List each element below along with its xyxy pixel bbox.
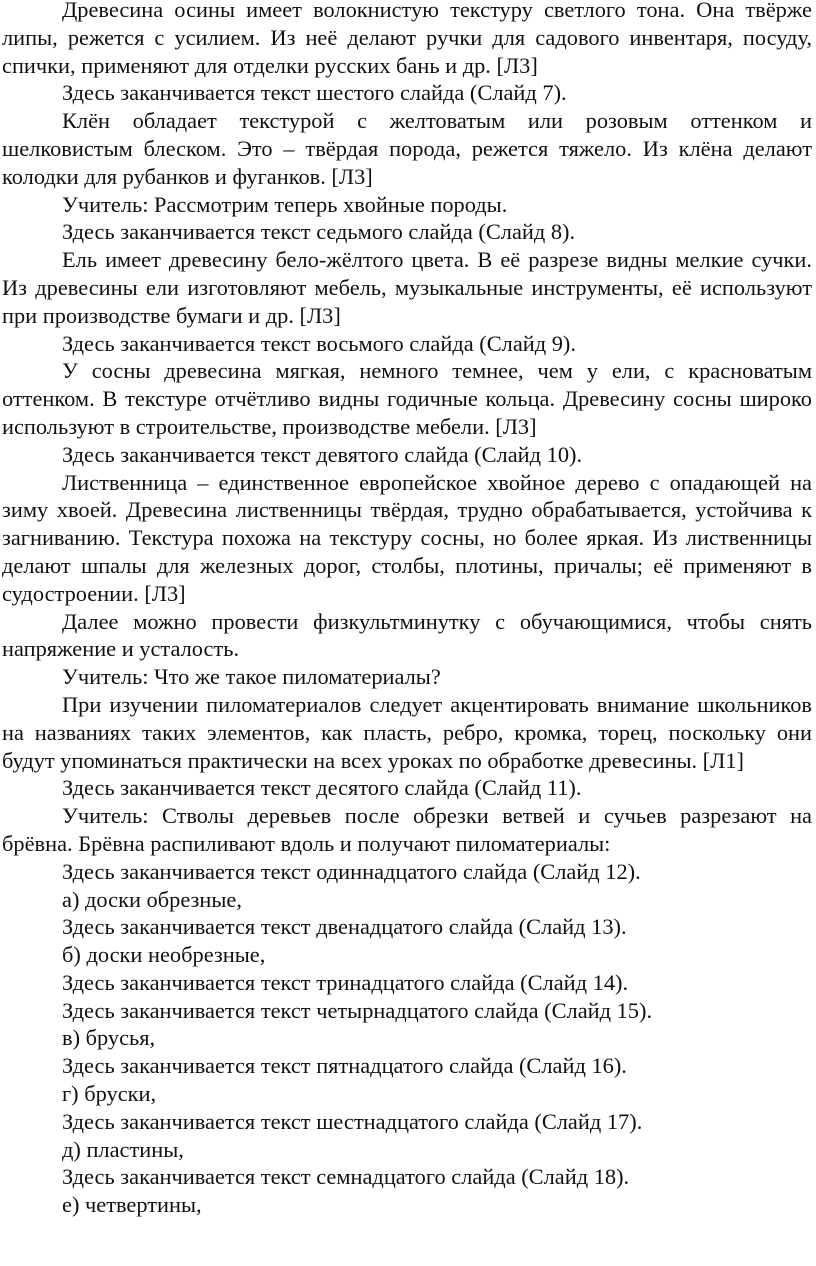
paragraph-slide-10-end: Здесь заканчивается текст девятого слайда (Слайд 10). — [62, 441, 583, 467]
list-item-quarters: е) четвертины, — [62, 1192, 202, 1218]
paragraph-larch: Лиственница – единственное европейское хвойное дерево с опадающей на зиму хвоей. Древесина лиственницы твёрдая, трудно обрабатывается, устойчива к загниванию. Текстура похожа на текстуру сосны, но более яркая. Из лиственницы делают шпалы для железных дорог, столбы, плотины, причалы; её применяют в судостроении. [Л3] — [2, 469, 812, 606]
paragraph-slide-14-end: Здесь заканчивается текст тринадцатого слайда (Слайд 14). — [62, 969, 629, 995]
list-item-plates: д) пластины, — [62, 1136, 184, 1162]
paragraph-exercise-break: Далее можно провести физкультминутку с обучающимися, чтобы снять напряжение и усталость. — [2, 608, 812, 662]
paragraph-aspen: Древесина осины имеет волокнистую текстуру светлого тона. Она твёрже липы, режется с усилием. Из неё делают ручки для садового инвентаря, посуду, спички, применяют для отделки русских бань и др. [Л3] — [2, 0, 812, 78]
paragraph-slide-8-end: Здесь заканчивается текст седьмого слайда (Слайд 8). — [62, 219, 576, 245]
paragraph-slide-7-end: Здесь заканчивается текст шестого слайда (Слайд 7). — [62, 80, 567, 106]
paragraph-teacher-logs: Учитель: Стволы деревьев после обрезки ветвей и сучьев разрезают на брёвна. Брёвна распиливают вдоль и получают пиломатериалы: — [2, 803, 812, 856]
paragraph-slide-12-end: Здесь заканчивается текст одиннадцатого слайда (Слайд 12). — [62, 858, 641, 884]
paragraph-spruce: Ель имеет древесину бело-жёлтого цвета. В её разрезе видны мелкие сучки. Из древесины ели изготовляют мебель, музыкальные инструменты, её используют при производстве бумаги и др. [Л3] — [2, 247, 812, 328]
paragraph-slide-16-end: Здесь заканчивается текст пятнадцатого слайда (Слайд 16). — [62, 1053, 627, 1079]
paragraph-slide-13-end: Здесь заканчивается текст двенадцатого слайда (Слайд 13). — [62, 914, 627, 940]
paragraph-slide-9-end: Здесь заканчивается текст восьмого слайда (Слайд 9). — [62, 330, 576, 356]
paragraph-pine: У сосны древесина мягкая, немного темнее, чем у ели, с красноватым оттенком. В текстуре отчётливо видны годичные кольца. Древесину сосны широко используют в строительстве, производстве мебели. [Л3] — [2, 358, 812, 439]
paragraph-slide-18-end: Здесь заканчивается текст семнадцатого слайда (Слайд 18). — [62, 1164, 630, 1190]
paragraph-maple: Клён обладает текстурой с желтоватым или розовым оттенком и шелковистым блеском. Это – твёрдая порода, режется тяжело. Из клёна делают колодки для рубанков и фуганков. [Л3] — [2, 108, 812, 189]
paragraph-slide-11-end: Здесь заканчивается текст десятого слайда (Слайд 11). — [62, 775, 582, 801]
list-item-unedged-boards: б) доски необрезные, — [62, 942, 266, 968]
list-item-beams: в) брусья, — [62, 1025, 156, 1051]
list-item-bars: г) бруски, — [62, 1081, 157, 1107]
paragraph-teacher-conifers: Учитель: Рассмотрим теперь хвойные породы. — [62, 191, 508, 217]
paragraph-lumber-elements: При изучении пиломатериалов следует акцентировать внимание школьников на названиях таких элементов, как пласть, ребро, кромка, торец, поскольку они будут упоминаться практически на всех уроках по обработке древесины. [Л1] — [2, 691, 812, 773]
paragraph-slide-15-end: Здесь заканчивается текст четырнадцатого слайда (Слайд 15). — [62, 997, 653, 1023]
paragraph-teacher-lumber-question: Учитель: Что же такое пиломатериалы? — [62, 664, 441, 690]
paragraph-slide-17-end: Здесь заканчивается текст шестнадцатого слайда (Слайд 17). — [62, 1108, 643, 1134]
list-item-edged-boards: а) доски обрезные, — [62, 886, 242, 912]
